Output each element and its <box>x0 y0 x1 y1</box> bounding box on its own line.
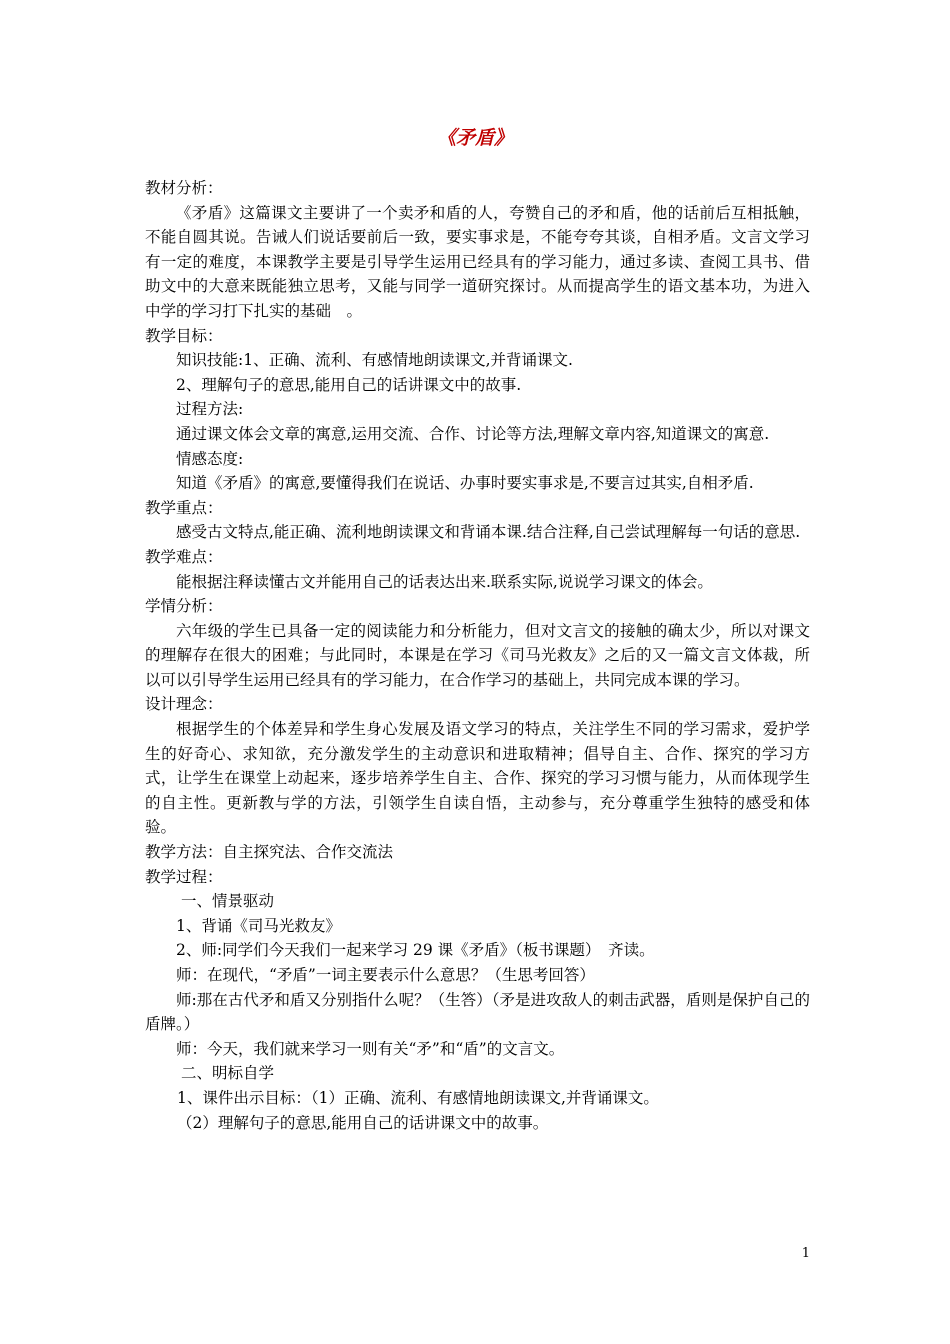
document-body <box>145 176 810 1135</box>
section-fangfa: 教学方法：自主探究法、合作交流法 <box>145 843 394 862</box>
label-guocheng-fangfa: 过程方法: <box>176 400 244 419</box>
step-2-item-1: 1、课件出示目标：（1）正确、流利、有感情地朗读课文,并背诵课文。 <box>177 1088 659 1107</box>
label-qinggan-taidu: 情感态度: <box>176 449 244 468</box>
paragraph-mubiao-1: 知识技能:1、正确、流利、有感情地朗读课文,并背诵课文. <box>176 351 573 370</box>
page-number: 1 <box>801 1246 810 1261</box>
section-heading-mubiao: 教学目标： <box>145 326 223 345</box>
step-1-heading: 一、情景驱动 <box>181 892 275 911</box>
section-heading-jiaocai: 教材分析： <box>145 179 223 197</box>
step-2-item-2: （2）理解句子的意思,能用自己的话讲课文中的故事。 <box>177 1113 549 1132</box>
paragraph-mubiao-2: 2、理解句子的意思,能用自己的话讲课文中的故事. <box>176 375 522 394</box>
paragraph-qinggan-taidu: 知道《矛盾》的寓意,要懂得我们在说话、办事时要实事求是,不要言过其实,自相矛盾. <box>176 474 754 493</box>
step-1-item-2: 2、师:同学们今天我们一起来学习 29 课《矛盾》（板书课题） 齐读。 <box>176 941 655 960</box>
paragraph-linian: 根据学生的个体差异和学生身心发展及语文学习的特点，关注学生不同的学习需求，爱护学生的好奇心、求知欲，充分激发学生的主动意识和进取精神；倡导自主、合作、探究的学习方式，让学生在课堂上动起来，逐步培养学生自主、合作、探究的学习习惯与能力，从而体现学生的自主性。更新教与学的方法，引领学生自读自悟，主动参与，充分尊重学生独特的感受和体验。 <box>145 720 810 837</box>
section-heading-linian: 设计理念： <box>145 695 223 714</box>
paragraph-guocheng-fangfa: 通过课文体会文章的寓意,运用交流、合作、讨论等方法,理解文章内容,知道课文的寓意. <box>176 424 770 443</box>
step-2-heading: 二、明标自学 <box>181 1064 275 1083</box>
step-1-item-3: 师：在现代，“矛盾”一词主要表示什么意思？（生思考回答） <box>176 966 595 984</box>
section-heading-zhongdian: 教学重点： <box>145 498 223 517</box>
paragraph-zhongdian: 感受古文特点,能正确、流利地朗读课文和背诵本课.结合注释,自己尝试理解每一句话的意思. <box>176 523 801 542</box>
section-heading-xueqing: 学情分析： <box>145 597 223 616</box>
section-heading-guocheng: 教学过程： <box>145 867 223 886</box>
document-title: 《矛盾》 <box>436 127 513 149</box>
paragraph-nandian: 能根据注释读懂古文并能用自己的话表达出来.联系实际,说说学习课文的体会。 <box>176 572 713 591</box>
step-1-item-1: 1、背诵《司马光救友》 <box>176 916 341 935</box>
step-1-item-5: 师：今天，我们就来学习一则有关“矛”和“盾”的文言文。 <box>176 1039 565 1058</box>
paragraph-jiaocai: 《矛盾》这篇课文主要讲了一个卖矛和盾的人，夸赞自己的矛和盾，他的话前后互相抵触，不能自圆其说。告诫人们说话要前后一致，要实事求是，不能夸夸其谈，自相矛盾。文言文学习有一定的难度，本课教学主要是引导学生运用已经具有的学习能力，通过多读、查阅工具书、借助文中的大意来既能独立思考，又能与同学一道研究探讨。从而提高学生的语文基本功，为进入中学的学习打下扎实的基础 。 <box>145 203 810 320</box>
step-1-item-4: 师:那在古代矛和盾又分别指什么呢？（生答）（矛是进攻敌人的刺击武器，盾则是保护自己的盾牌。） <box>145 990 810 1034</box>
section-heading-nandian: 教学难点： <box>145 547 223 566</box>
paragraph-xueqing: 六年级的学生已具备一定的阅读能力和分析能力，但对文言文的接触的确太少，所以对课文的理解存在很大的困难；与此同时，本课是在学习《司马光救友》之后的又一篇文言文体裁，所以可以引导学生运用已经具有的学习能力，在合作学习的基础上，共同完成本课的学习。 <box>145 621 810 689</box>
